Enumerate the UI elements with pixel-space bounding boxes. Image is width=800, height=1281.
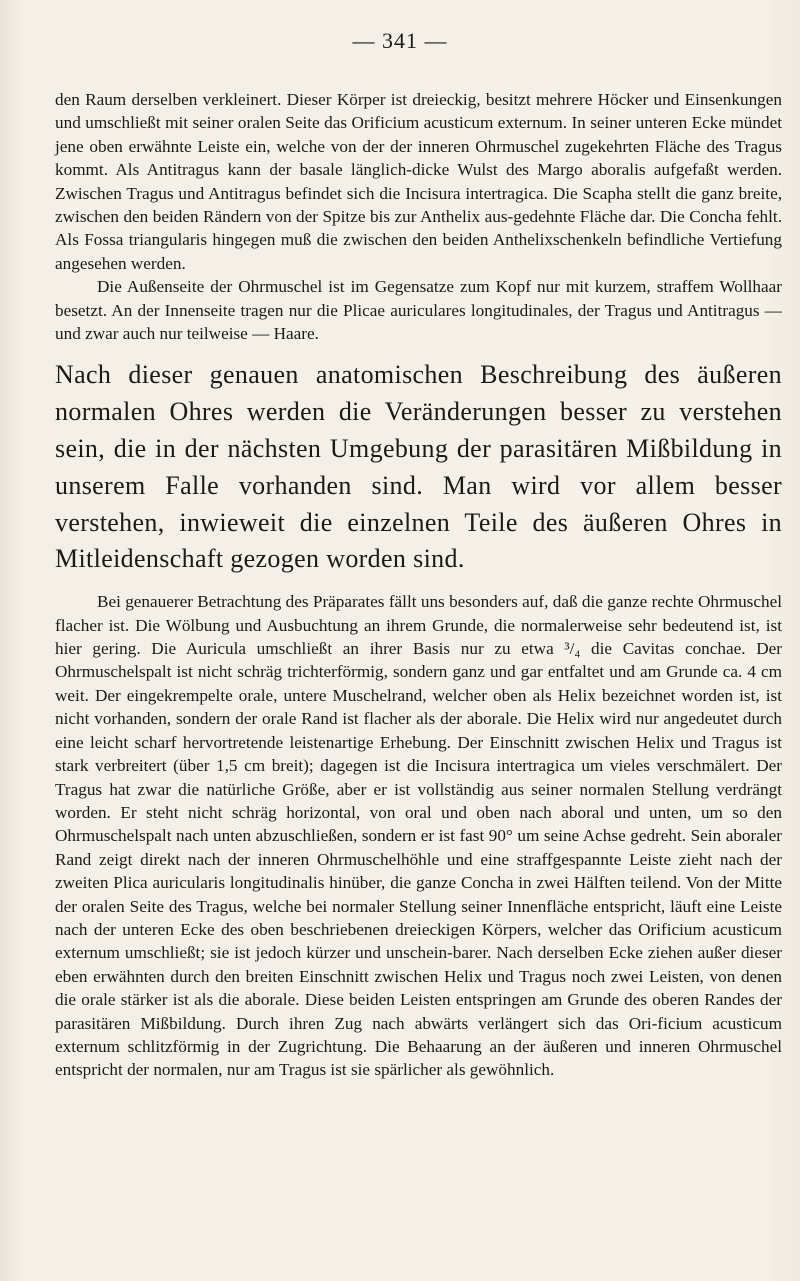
paragraph-outer-surface: Die Außenseite der Ohrmuschel ist im Gegensatze zum Kopf nur mit kurzem, straffem Wollhaar besetzt. An der Innenseite tragen nur die Plicae auriculares longitudinales, der Tragus und Antitragus — und zwar auch nur teilweise — Haare. — [55, 277, 782, 344]
paragraph-specimen-observation: Bei genauerer Betrachtung des Präparates fällt uns besonders auf, daß die ganze rechte Ohrmuschel flacher ist. Die Wölbung und Ausbuchtung an ihrem Grunde, die normalerweise sehr bedeutend ist, ist hier gering. Die Auricula umschließt an ihrer Basis nur zu etwa ³/₄ die Cavitas conchae. Der Ohrmuschelspalt ist nicht schräg trichterförmig, sondern ganz und gar entfaltet und am Grunde ca. 4 cm weit. Der eingekrempelte orale, untere Muschelrand, welcher oben als Helix bezeichnet worden ist, ist nicht vorhanden, sondern der orale Rand ist flacher als der aborale. Die Helix wird nur angedeutet durch eine leicht scharf hervortretende leistenartige Erhebung. Der Einschnitt zwischen Helix und Tragus ist stark verbreitert (über 1,5 cm breit); dagegen ist die Incisura intertragica um vieles verschmälert. Der Tragus hat zwar die natürliche Größe, aber er ist vollständig aus seiner normalen Stellung verdrängt worden. Er steht nicht schräg horizontal, von oral und oben nach aboral und unten, um so den Ohrmuschelspalt nach unten abzuschließen, sondern er ist fast 90° um seine Achse gedreht. Sein aboraler Rand zeigt direkt nach der inneren Ohrmuschelhöhle und eine straffgespannte Leiste zieht nach der zweiten Plica auricularis longitudinalis hinüber, die ganze Concha in zwei Hälften teilend. Von der Mitte der oralen Seite des Tragus, welche bei normaler Stellung seiner Innenfläche entspricht, läuft eine Leiste nach der unteren Ecke des oben beschriebenen dreieckigen Körpers, welcher das Orificium acusticum externum umschließt; sie ist jedoch kürzer und unschein-barer. Nach derselben Ecke ziehen außer dieser eben erwähnten durch den breiten Einschnitt zwischen Helix und Tragus noch zwei Leisten, von denen die orale stärker ist als die aborale. Diese beiden Leisten entspringen am Grunde des oberen Randes der parasitären Mißbildung. Durch ihren Zug nach abwärts verlängert sich das Ori-ficium acusticum externum schlitzförmig in der Zugrichtung. Die Behaarung an der äußeren und inneren Ohrmuschel entspricht der normalen, nur am Tragus ist sie spärlicher als gewöhnlich. — [55, 592, 782, 1080]
paragraph-anatomy-description: den Raum derselben verkleinert. Dieser Körper ist dreieckig, besitzt mehrere Höcker und Einsenkungen und umschließt mit seiner oralen Seite das Orificium acusticum externum. In seiner unteren Ecke mündet jene oben erwähnte Leiste ein, welche von der der inneren Ohrmuschel zugekehrten Fläche des Tragus kommt. Als Antitragus kann der basale länglich-dicke Wulst des Margo aboralis aufgefaßt werden. Zwischen Tragus und Antitragus befindet sich die Incisura intertragica. Die Scapha stellt die ganz breite, zwischen den beiden Rändern von der Spitze bis zur Anthelix aus-gedehnte Fläche dar. Die Concha fehlt. Als Fossa triangularis hingegen muß die zwischen den beiden Anthelixschenkeln befindliche Vertiefung angesehen werden. — [55, 90, 782, 273]
paragraph-large-transition: Nach dieser genauen anatomischen Beschreibung des äußeren normalen Ohres werden die Veränderungen besser zu verstehen sein, die in der nächsten Umgebung der parasitären Mißbildung in unserem Falle vorhanden sind. Man wird vor allem besser verstehen, inwieweit die einzelnen Teile des äußeren Ohres in Mitleidenschaft gezogen worden sind. — [55, 360, 782, 574]
page-body — [55, 88, 782, 1082]
page-number: — 341 — — [352, 28, 448, 53]
